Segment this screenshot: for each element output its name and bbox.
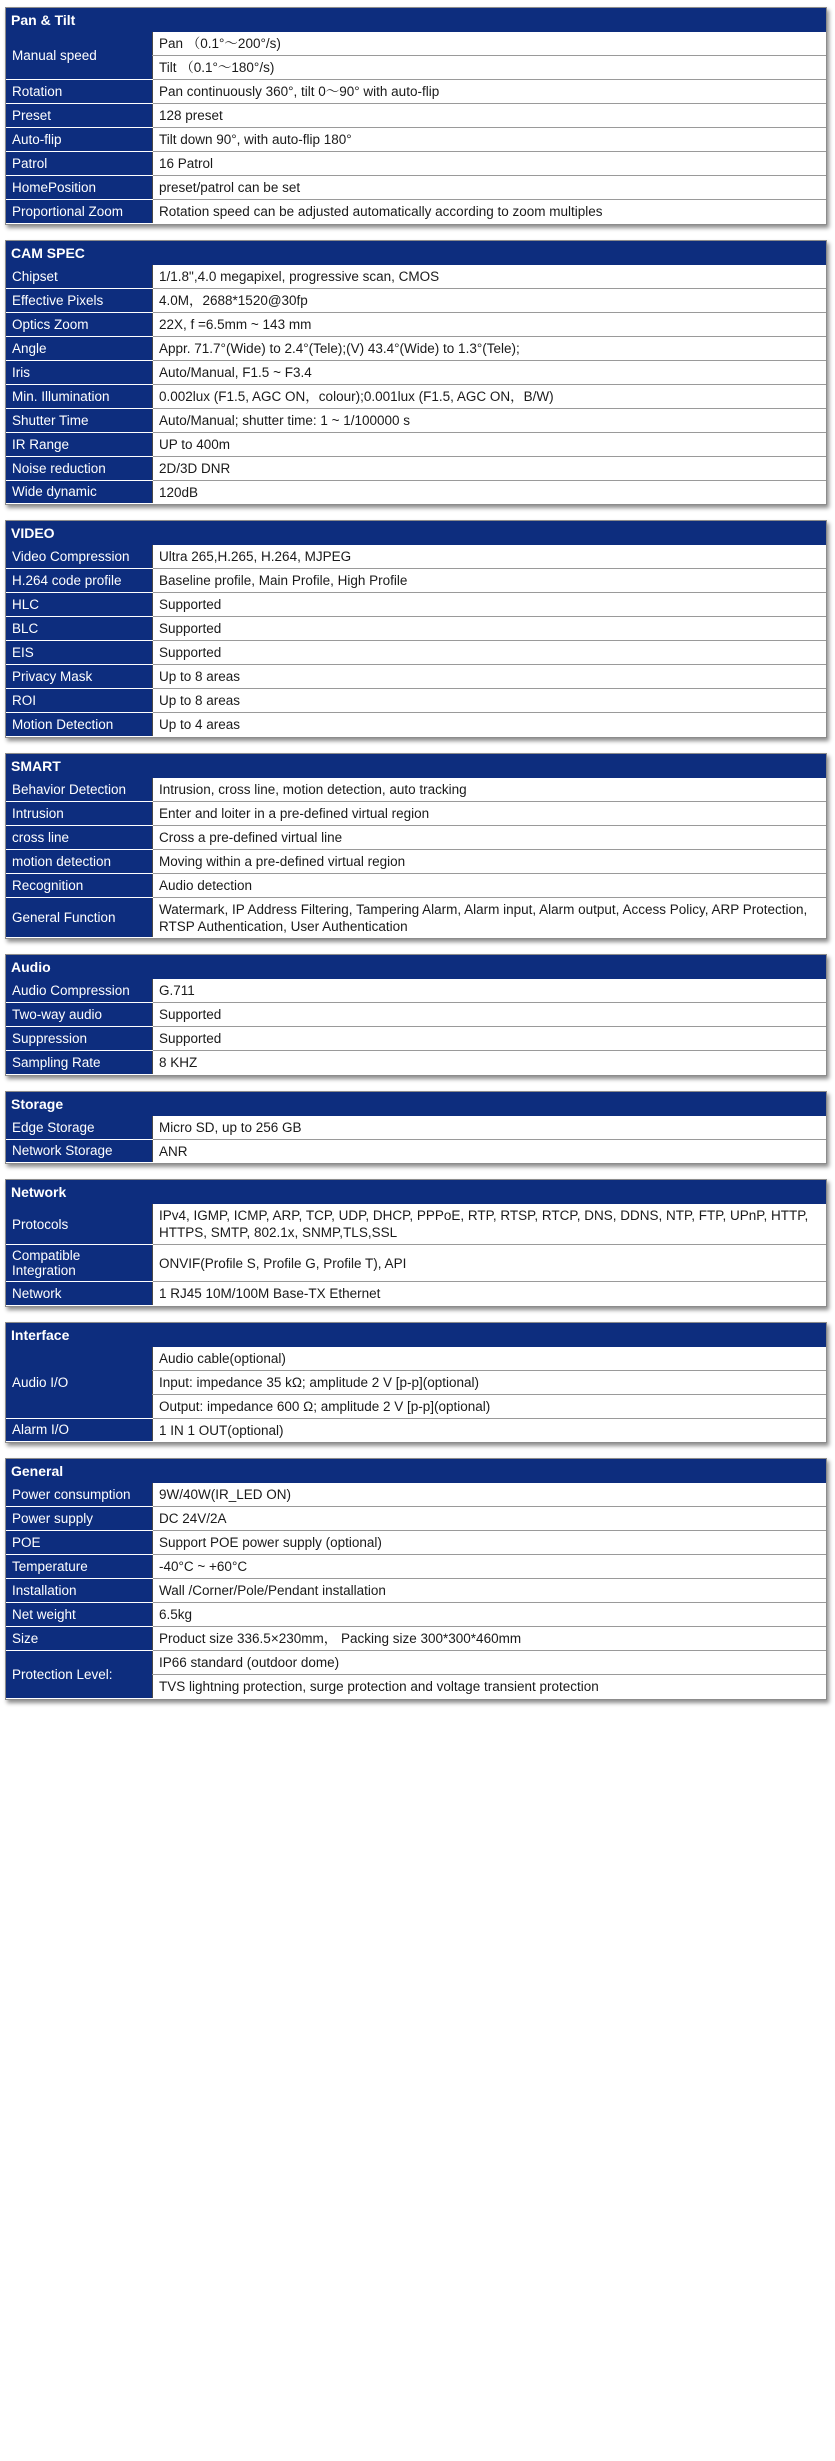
spec-value: Auto/Manual; shutter time: 1 ~ 1/100000 s (153, 408, 827, 432)
spec-value: Watermark, IP Address Filtering, Tampering Alarm, Alarm input, Alarm output, Access Policy, ARP Protection, RTSP Authentication, User Authentication (153, 897, 827, 938)
spec-table (6, 1483, 826, 1699)
spec-value: Product size 336.5×230mm， Packing size 300*300*460mm (153, 1627, 827, 1651)
spec-label: Two-way audio (6, 1003, 153, 1027)
spec-value: Supported (153, 593, 827, 617)
section-title: SMART (6, 754, 826, 778)
spec-label: Temperature (6, 1555, 153, 1579)
spec-row (6, 152, 826, 176)
spec-value: 8 KHZ (153, 1051, 827, 1075)
spec-row (6, 336, 826, 360)
spec-value: IPv4, IGMP, ICMP, ARP, TCP, UDP, DHCP, PPPoE, RTP, RTSP, RTCP, DNS, DDNS, NTP, FTP, UPnP, HTTP, HTTPS, SMTP, 802.1x, SNMP,TLS,SSL (153, 1204, 827, 1245)
spec-table (6, 1204, 826, 1306)
spec-label: IR Range (6, 432, 153, 456)
spec-value: Enter and loiter in a pre-defined virtual region (153, 801, 827, 825)
spec-value: Audio cable(optional) (153, 1347, 827, 1371)
spec-row (6, 689, 826, 713)
spec-row (6, 665, 826, 689)
spec-value: Appr. 71.7°(Wide) to 2.4°(Tele);(V) 43.4°(Wide) to 1.3°(Tele); (153, 336, 827, 360)
spec-label: Compatible Integration (6, 1245, 153, 1282)
spec-label: Audio Compression (6, 979, 153, 1003)
spec-value: Intrusion, cross line, motion detection, auto tracking (153, 778, 827, 802)
section-audio (5, 954, 827, 1076)
spec-value: Pan （0.1°～200°/s) (153, 32, 827, 56)
spec-label: Privacy Mask (6, 665, 153, 689)
spec-value: Supported (153, 1027, 827, 1051)
spec-label: Patrol (6, 152, 153, 176)
spec-row (6, 897, 826, 938)
spec-table (6, 778, 826, 939)
spec-label: Rotation (6, 80, 153, 104)
spec-value: Rotation speed can be adjusted automatically according to zoom multiples (153, 200, 827, 224)
section-title: Audio (6, 955, 826, 979)
section-network (5, 1179, 827, 1307)
section-title: Pan & Tilt (6, 8, 826, 32)
spec-label: Network Storage (6, 1139, 153, 1163)
spec-row (6, 801, 826, 825)
spec-label: Audio I/O (6, 1347, 153, 1419)
spec-row (6, 456, 826, 480)
spec-row (6, 713, 826, 737)
spec-value: Output: impedance 600 Ω; amplitude 2 V [p-p](optional) (153, 1394, 827, 1418)
spec-label: Noise reduction (6, 456, 153, 480)
spec-label: Network (6, 1282, 153, 1306)
spec-label: HomePosition (6, 176, 153, 200)
section-title: Storage (6, 1092, 826, 1116)
spec-row (6, 432, 826, 456)
spec-row (6, 979, 826, 1003)
spec-row (6, 1555, 826, 1579)
spec-row (6, 569, 826, 593)
spec-value: 1 IN 1 OUT(optional) (153, 1418, 827, 1442)
spec-row (6, 1531, 826, 1555)
spec-table (6, 545, 826, 737)
spec-row (6, 1116, 826, 1140)
spec-value: 120dB (153, 480, 827, 504)
spec-label: Behavior Detection (6, 778, 153, 802)
spec-label: Installation (6, 1579, 153, 1603)
spec-table (6, 265, 826, 505)
section-pan-tilt (5, 7, 827, 225)
spec-row (6, 1204, 826, 1245)
spec-value: 1 RJ45 10M/100M Base-TX Ethernet (153, 1282, 827, 1306)
section-video (5, 520, 827, 738)
spec-row (6, 617, 826, 641)
spec-label: Min. Illumination (6, 384, 153, 408)
spec-row (6, 480, 826, 504)
spec-value: 6.5kg (153, 1603, 827, 1627)
spec-value: 22X, f =6.5mm ~ 143 mm (153, 312, 827, 336)
spec-value: IP66 standard (outdoor dome) (153, 1651, 827, 1675)
spec-label: General Function (6, 897, 153, 938)
spec-row (6, 360, 826, 384)
spec-row (6, 312, 826, 336)
spec-label: Wide dynamic (6, 480, 153, 504)
spec-label: Power consumption (6, 1483, 153, 1507)
spec-value: Support POE power supply (optional) (153, 1531, 827, 1555)
spec-value: Pan continuously 360°, tilt 0～90° with auto-flip (153, 80, 827, 104)
spec-label: Protection Level: (6, 1651, 153, 1699)
spec-label: cross line (6, 825, 153, 849)
spec-label: Power supply (6, 1507, 153, 1531)
spec-row (6, 408, 826, 432)
spec-row (6, 1139, 826, 1163)
spec-label: Manual speed (6, 32, 153, 80)
spec-value: -40°C ~ +60°C (153, 1555, 827, 1579)
spec-label: Shutter Time (6, 408, 153, 432)
section-title: CAM SPEC (6, 241, 826, 265)
spec-label: Intrusion (6, 801, 153, 825)
spec-label: motion detection (6, 849, 153, 873)
spec-value: Up to 8 areas (153, 689, 827, 713)
spec-value: Supported (153, 641, 827, 665)
spec-value: Baseline profile, Main Profile, High Profile (153, 569, 827, 593)
spec-value: UP to 400m (153, 432, 827, 456)
spec-row (6, 1282, 826, 1306)
spec-value: 1/1.8",4.0 megapixel, progressive scan, CMOS (153, 265, 827, 289)
spec-row (6, 1418, 826, 1442)
spec-row (6, 1483, 826, 1507)
spec-row (6, 384, 826, 408)
spec-value: Input: impedance 35 kΩ; amplitude 2 V [p-p](optional) (153, 1370, 827, 1394)
spec-row (6, 80, 826, 104)
spec-label: POE (6, 1531, 153, 1555)
spec-row (6, 1027, 826, 1051)
spec-label: Net weight (6, 1603, 153, 1627)
section-cam-spec (5, 240, 827, 506)
spec-value: TVS lightning protection, surge protection and voltage transient protection (153, 1675, 827, 1699)
spec-value: 128 preset (153, 104, 827, 128)
section-title: Interface (6, 1323, 826, 1347)
section-smart (5, 753, 827, 940)
spec-label: Video Compression (6, 545, 153, 569)
spec-value: ANR (153, 1139, 827, 1163)
spec-label: Proportional Zoom (6, 200, 153, 224)
spec-row (6, 1627, 826, 1651)
spec-value: Tilt （0.1°～180°/s) (153, 56, 827, 80)
spec-row (6, 873, 826, 897)
spec-value: G.711 (153, 979, 827, 1003)
spec-value: Supported (153, 1003, 827, 1027)
spec-label: Chipset (6, 265, 153, 289)
spec-row (6, 1245, 826, 1282)
spec-label: Auto-flip (6, 128, 153, 152)
spec-label: Motion Detection (6, 713, 153, 737)
spec-value: Auto/Manual, F1.5 ~ F3.4 (153, 360, 827, 384)
spec-row (6, 265, 826, 289)
spec-value: Up to 8 areas (153, 665, 827, 689)
spec-row (6, 176, 826, 200)
spec-label: BLC (6, 617, 153, 641)
spec-label: Recognition (6, 873, 153, 897)
section-general (5, 1458, 827, 1700)
spec-row (6, 1051, 826, 1075)
spec-label: Optics Zoom (6, 312, 153, 336)
spec-value: Up to 4 areas (153, 713, 827, 737)
spec-label: H.264 code profile (6, 569, 153, 593)
spec-row (6, 849, 826, 873)
spec-value: DC 24V/2A (153, 1507, 827, 1531)
section-title: Network (6, 1180, 826, 1204)
spec-table (6, 979, 826, 1075)
spec-label: EIS (6, 641, 153, 665)
spec-row (6, 545, 826, 569)
spec-value: Supported (153, 617, 827, 641)
spec-value: 9W/40W(IR_LED ON) (153, 1483, 827, 1507)
spec-row (6, 593, 826, 617)
spec-label: Protocols (6, 1204, 153, 1245)
spec-row (6, 32, 826, 56)
spec-value: 0.002lux (F1.5, AGC ON，colour);0.001lux (F1.5, AGC ON，B/W) (153, 384, 827, 408)
spec-row (6, 128, 826, 152)
spec-table (6, 32, 826, 224)
section-storage (5, 1091, 827, 1165)
section-title: VIDEO (6, 521, 826, 545)
spec-value: Tilt down 90°, with auto-flip 180° (153, 128, 827, 152)
spec-value: preset/patrol can be set (153, 176, 827, 200)
spec-row (6, 288, 826, 312)
spec-row (6, 200, 826, 224)
spec-label: Size (6, 1627, 153, 1651)
spec-value: 4.0M，2688*1520@30fp (153, 288, 827, 312)
spec-table (6, 1116, 826, 1164)
spec-row (6, 778, 826, 802)
spec-sheet (5, 7, 827, 1715)
spec-row (6, 1651, 826, 1675)
spec-label: Iris (6, 360, 153, 384)
spec-label: HLC (6, 593, 153, 617)
spec-label: Sampling Rate (6, 1051, 153, 1075)
spec-value: Moving within a pre-defined virtual region (153, 849, 827, 873)
spec-label: Effective Pixels (6, 288, 153, 312)
spec-table (6, 1347, 826, 1443)
spec-value: 16 Patrol (153, 152, 827, 176)
spec-row (6, 1507, 826, 1531)
spec-label: ROI (6, 689, 153, 713)
spec-label: Angle (6, 336, 153, 360)
spec-label: Suppression (6, 1027, 153, 1051)
spec-row (6, 641, 826, 665)
spec-label: Alarm I/O (6, 1418, 153, 1442)
spec-value: Ultra 265,H.265, H.264, MJPEG (153, 545, 827, 569)
spec-value: Cross a pre-defined virtual line (153, 825, 827, 849)
spec-row (6, 1603, 826, 1627)
spec-value: Wall /Corner/Pole/Pendant installation (153, 1579, 827, 1603)
spec-row (6, 825, 826, 849)
spec-row (6, 1347, 826, 1371)
spec-row (6, 1579, 826, 1603)
section-interface (5, 1322, 827, 1444)
spec-row (6, 1003, 826, 1027)
spec-row (6, 104, 826, 128)
spec-label: Preset (6, 104, 153, 128)
section-title: General (6, 1459, 826, 1483)
spec-value: 2D/3D DNR (153, 456, 827, 480)
spec-label: Edge Storage (6, 1116, 153, 1140)
spec-value: ONVIF(Profile S, Profile G, Profile T), API (153, 1245, 827, 1282)
spec-value: Audio detection (153, 873, 827, 897)
spec-value: Micro SD, up to 256 GB (153, 1116, 827, 1140)
